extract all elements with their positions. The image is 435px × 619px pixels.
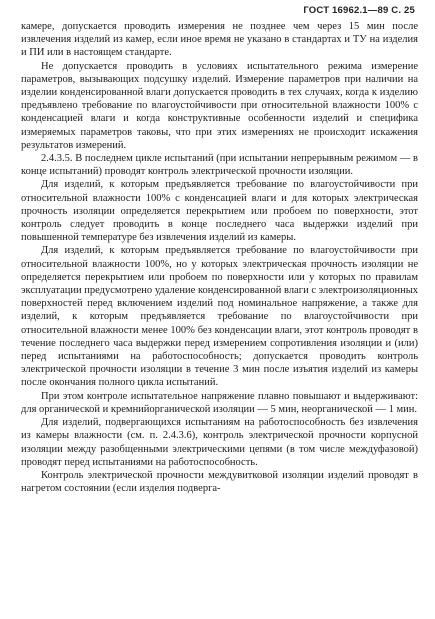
paragraph-no-condensation-control: Для изделий, к которым предъявляется требование по влагоустойчивости при относительной влажности 100%, но у которых электрическая прочность изоляции не определяется перекрытием или пробоем по поверхности или у которых по правилам эксплуатации предусмотрено удаление конденсированной влаги с электроизоляционных поверхностей перед включением изделий под номинальное напряжение, а также для изделий, к которым предъявляется требование по влагоустойчивости при относительной влажности менее 100% без конденсации влаги, этот контроль проводят в течение последнего часа выдержки перед измерением сопротивления изоляции и (или) перед испытаниями на работоспособность; допускается проводить контроль электрической прочности изоляции в течение 3 мин после изъятия изделий из камеры после окончания полного цикла испытаний. (21, 245, 418, 389)
paragraph-condensation-control: Для изделий, к которым предъявляется требование по влагоустойчивости при относительной влажности 100% с конденсацией влаги и для которых электрическая прочность изоляции определяется перекрытием или пробоем по поверхности, этот контроль следует проводить в конце последнего часа выдержки изделий при повышенной температуре без извлечения изделий из камеры. (21, 179, 418, 244)
paragraph-test-voltage: При этом контроле испытательное напряжение плавно повышают и выдерживают: для органической и кремнийорганической изоляции — 5 мин, неорганической — 1 мин. (21, 390, 418, 415)
paragraph-operability-tests: Для изделий, подвергающихся испытаниям на работоспособность без извлечения из камеры влажности (см. п. 2.4.3.6), контроль электрической прочности корпусной изоляции между разобщенными электрическими цепями (в том числе междуфазовой) проводят перед испытаниями на работоспособность. (21, 417, 418, 468)
page-body (21, 20, 418, 495)
paragraph-measurement-conditions: Не допускается проводить в условиях испытательного режима измерение параметров, вызывающих подсушку изделий. Измерение параметров при наличии на изделии конденсированной влаги допускается проводить в тех случаях, когда к изделию предъявлено требование по влагоустойчивости при относительной влажности 100% с конденсацией влаги и когда конструктивные особенности изделий и специфика измеряемых параметров таковы, что при этих измерениях не происходит искажения результатов измерений. (21, 60, 418, 151)
paragraph-clause-2-4-3-5: 2.4.3.5. В последнем цикле испытаний (при испытании непрерывным режимом — в конце испытаний) проводят контроль электрической прочности изоляции. (21, 153, 418, 178)
page-header: ГОСТ 16962.1—89 С. 25 (303, 5, 415, 16)
paragraph-continuation: камере, допускается проводить измерения не позднее чем через 15 мин после извлечения изделий из камер, если иное время не указано в стандартах и ТУ на изделия и ПИ или в настоящем стандарте. (21, 21, 418, 59)
paragraph-interturn-insulation: Контроль электрической прочности междувитковой изоляции изделий проводят в нагретом состоянии (если изделия подверга- (21, 469, 418, 495)
